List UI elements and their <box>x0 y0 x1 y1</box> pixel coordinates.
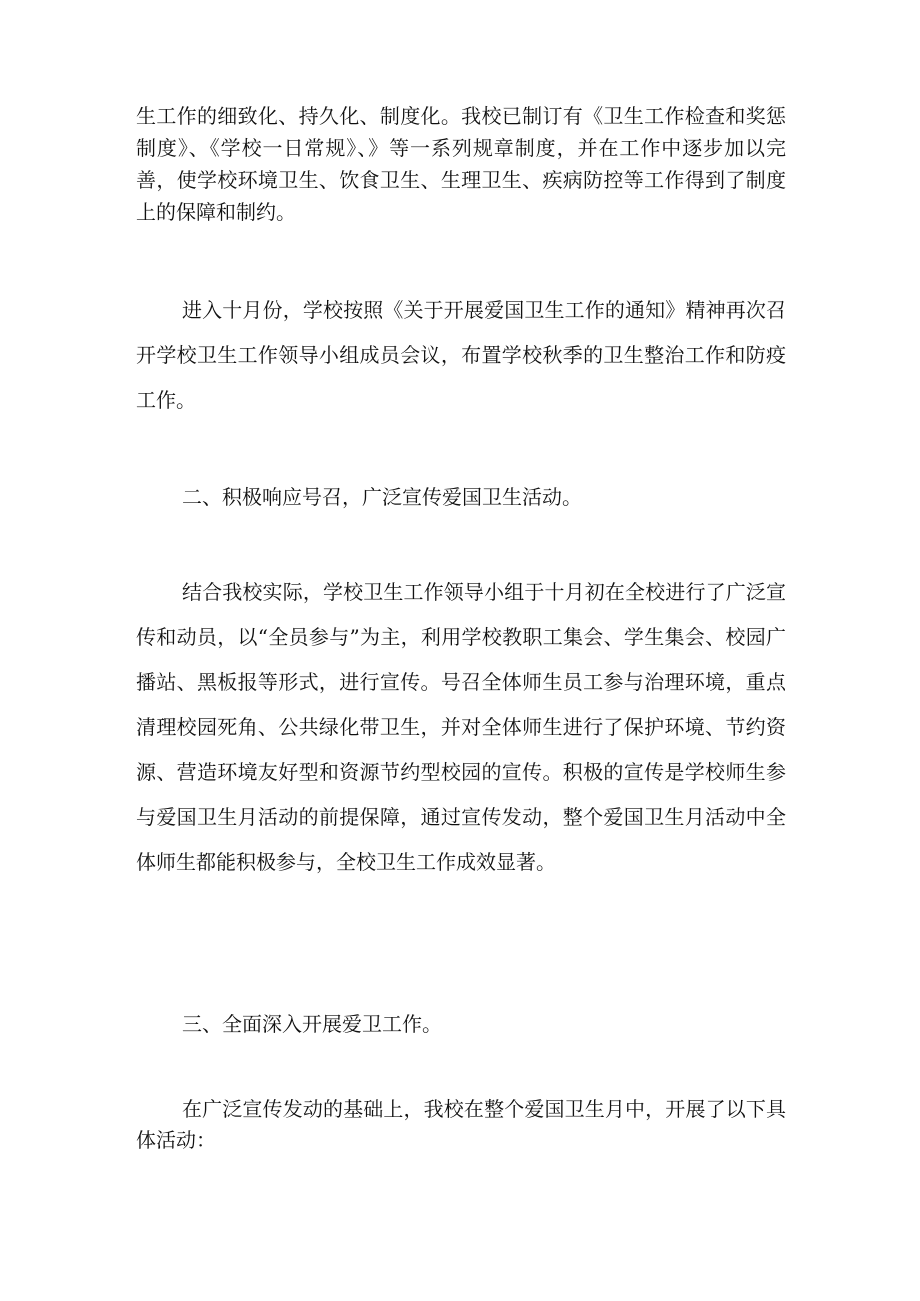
paragraph-publicity: 结合我校实际，学校卫生工作领导小组于十月初在全校进行了广泛宣传和动员，以“全员参与”为主，利用学校教职工集会、学生集会、校园广播站、黑板报等形式，进行宣传。号召全体师生员工参与治理环境，重点清理校园死角、公共绿化带卫生，并对全体师生进行了保护环境、节约资源、营造环境友好型和资源节约型校园的宣传。积极的宣传是学校师生参与爱国卫生月活动的前提保障，通过宣传发动，整个爱国卫生月活动中全体师生都能积极参与，全校卫生工作成效显著。 <box>136 580 786 874</box>
paragraph-activities-intro: 在广泛宣传发动的基础上，我校在整个爱国卫生月中，开展了以下具体活动： <box>136 1097 786 1152</box>
section-heading-two: 二、积极响应号召，广泛宣传爱国卫生活动。 <box>182 485 582 509</box>
paragraph-october-meeting: 进入十月份，学校按照《关于开展爱国卫生工作的通知》精神再次召开学校卫生工作领导小组成员会议，布置学校秋季的卫生整治工作和防疫工作。 <box>136 298 786 412</box>
paragraph-regulations: 生工作的细致化、持久化、制度化。我校已制订有《卫生工作检查和奖惩制度》、《学校一日常规》、》等一系列规章制度，并在工作中逐步加以完善，使学校环境卫生、饮食卫生、生理卫生、疾病防控等工作得到了制度上的保障和制约。 <box>136 104 786 224</box>
section-heading-three: 三、全面深入开展爱卫工作。 <box>182 1012 442 1036</box>
